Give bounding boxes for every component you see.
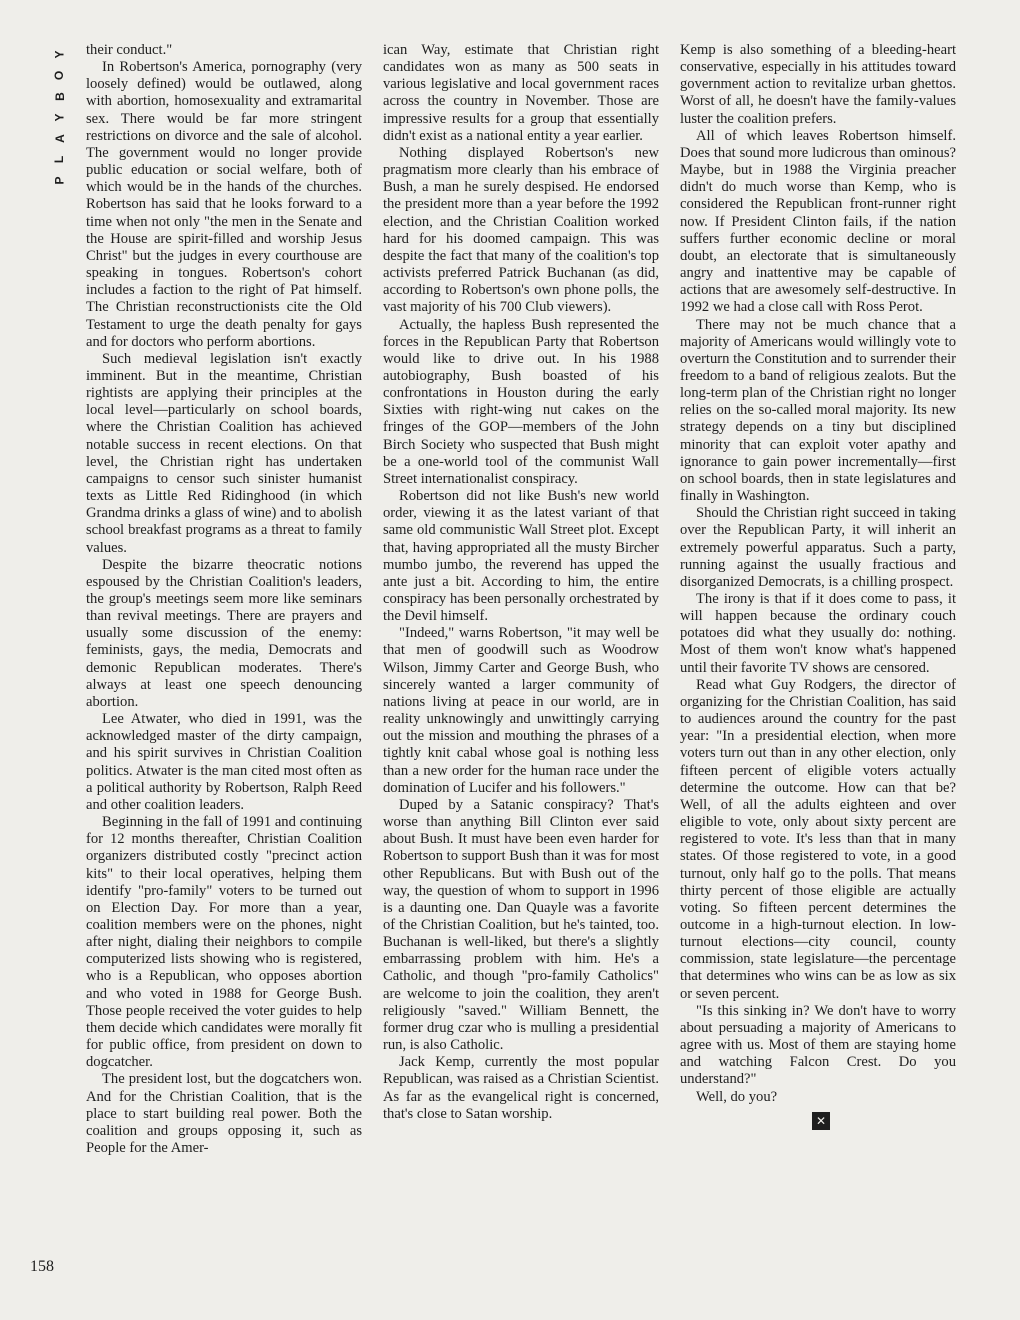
article-column-3 bbox=[680, 42, 956, 1130]
magazine-letter: Y bbox=[52, 113, 67, 122]
paragraph: Lee Atwater, who died in 1991, was the acknowledged master of the dirty campaign, and his spirit survives in Christian Coalition politics. Atwater is the man cited most often as a political authority by Robertson, Ralph Reed and other coalition leaders. bbox=[86, 711, 362, 813]
paragraph: Kemp is also something of a bleeding-heart conservative, especially in his attitudes toward government action to revitalize urban ghettos. Worst of all, he doesn't have the family-values luster the coalition prefers. bbox=[680, 42, 956, 127]
magazine-letter: L bbox=[52, 155, 67, 164]
paragraph: Duped by a Satanic conspiracy? That's worse than anything Bill Clinton ever said about Bush. It must have been even harder for Robertson to support Bush than it was for most other Republicans. But with Bush out of the way, the question of whom to support in 1996 is a daunting one. Dan Quayle was a favorite of the Christian Coalition, but he's tainted, too. Buchanan is well-liked, but there's a slightly embarrassing problem with him. He's a Catholic, and though "pro-family Catholics" are welcome to join the coalition, they aren't religiously "saved." William Bennett, the former drug czar who is mulling a presidential run, is also Catholic. bbox=[383, 796, 659, 1054]
paragraph: ican Way, estimate that Christian right candidates won as many as 500 seats in various legislative and local government races across the country in November. Those are impressive results for a group that essentially didn't exist as a national entity a year earlier. bbox=[383, 42, 659, 144]
paragraph: All of which leaves Robertson himself. Does that sound more ludicrous than ominous? Maybe, but in 1988 the Virginia preacher didn't do much worse than Kemp, who is considered the Republican front-runner right now. If President Clinton fails, if the nation suffers further economic decline or moral doubt, an electorate that is simultaneously angry and inattentive may be capable of actions that are awesomely self-destructive. In 1992 we had a close call with Ross Perot. bbox=[680, 127, 956, 316]
paragraph: There may not be much chance that a majority of Americans would willingly vote to overturn the Constitution and to surrender their freedom to a band of religious zealots. But the long-term plan of the Christian right no longer relies on the so-called moral majority. Its new strategy depends on a tiny but disciplined minority that can exploit voter apathy and ignorance to gain power incrementally—first on school boards, then in state legislatures and finally in Washington. bbox=[680, 316, 956, 505]
end-of-article-icon: ✕ bbox=[812, 1112, 830, 1130]
paragraph: Beginning in the fall of 1991 and continuing for 12 months thereafter, Christian Coalition organizers distributed costly "precinct action kits" to their local operatives, helping them identify "pro-family" voters to be turned out on Election Day. For more than a year, coalition members were on the phones, night after night, dialing their neighbors to compile computerized lists showing who is registered, who is a Republican, who opposes abortion and who voted in 1988 for George Bush. Those people received the voter guides to help them decide which candidates were morally fit for public office, from president on down to dogcatcher. bbox=[86, 814, 362, 1071]
paragraph: Should the Christian right succeed in taking over the Republican Party, it will inherit an extremely powerful apparatus. Such a party, running against the usually fractious and disorganized Democrats, is a chilling prospect. bbox=[680, 505, 956, 590]
magazine-letter: O bbox=[52, 70, 67, 81]
paragraph: Such medieval legislation isn't exactly imminent. But in the meantime, Christian rightists are applying their principles at the local level—particularly on school boards, where the Christian Coalition has achieved notable success in recent elections. On that level, the Christian right has undertaken campaigns to censor such sinister humanist texts as Little Red Ridinghood (in which Grandma drinks a glass of wine) and to abolish school breakfast programs as a threat to family values. bbox=[86, 350, 362, 556]
magazine-letter: A bbox=[52, 134, 67, 143]
magazine-name-vertical bbox=[48, 44, 72, 191]
paragraph: "Indeed," warns Robertson, "it may well be that men of goodwill such as Woodrow Wilson, Jimmy Carter and George Bush, who sincerely wanted a larger community of nations living at peace in our world, are in reality unknowingly and unwittingly carrying out the mission and mouthing the phrases of a tightly knit cabal whose goal is nothing less than a new order for the human race under the domination of Lucifer and his followers." bbox=[383, 625, 659, 796]
magazine-letter: P bbox=[52, 176, 67, 185]
paragraph: The irony is that if it does come to pass, it will happen because the ordinary couch potatoes did what they usually do: nothing. Most of them won't know what's happened until their favorite TV shows are censored. bbox=[680, 591, 956, 676]
paragraph: Read what Guy Rodgers, the director of organizing for the Christian Coalition, has said to audiences around the country for the past year: "In a presidential election, when more voters turn out than in any other election, only fifteen percent of eligible voters actually determine the outcome. How can that be? Well, of all the adults eighteen and over eligible to vote, only about sixty percent are registered to vote. It's less than that in many states. Of those registered to vote, in a good turnout, only half go to the polls. That means thirty percent of those eligible are actually voting. So fifteen percent determines the outcome in a high-turnout election. In low-turnout elections—city council, county commission, state legislature—the percentage that determines who wins can be as low as six or seven percent. bbox=[680, 676, 956, 1002]
paragraph: their conduct." bbox=[86, 42, 173, 58]
paragraph: Robertson did not like Bush's new world order, viewing it as the latest variant of that same old communistic Wall Street plot. Except that, having appropriated all the musty Bircher mumbo jumbo, the reverend has upped the ante just a bit. According to him, the entire conspiracy has been personally orchestrated by the Devil himself. bbox=[383, 488, 659, 625]
paragraph: Actually, the hapless Bush represented the forces in the Republican Party that Robertson would like to drive out. In his 1988 autobiography, Bush boasted of his confrontations in Houston during the early Sixties with right-wing nut cakes on the fringes of the GOP—members of the John Birch Society who suspected that Bush might be a one-world tool of the communist Wall Street internationalist conspiracy. bbox=[383, 316, 659, 487]
paragraph: Jack Kemp, currently the most popular Republican, was raised as a Christian Scientist. As far as the evangelical right is concerned, that's close to Satan worship. bbox=[383, 1054, 659, 1122]
magazine-letter: Y bbox=[52, 50, 67, 59]
paragraph: In Robertson's America, pornography (very loosely defined) would be outlawed, along with abortion, homosexuality and extramarital sex. There would be far more stringent restrictions on divorce and the sale of alcohol. The government would no longer provide public education or social welfare, both of which would be in the hands of the churches. Robertson has said that he looks forward to a time when not only "the men in the Senate and the House are spirit-filled and worship Jesus Christ" but the judges in every courthouse are speaking in tongues. Robertson's cohort includes a faction to the right of Pat himself. The Christian reconstructionists cite the Old Testament to urge the death penalty for gays and for doctors who perform abortions. bbox=[86, 59, 362, 350]
paragraph: Despite the bizarre theocratic notions espoused by the Christian Coalition's leaders, the group's meetings seem more like seminars than revival meetings. There are prayers and usually some discussion of the enemy: feminists, gays, the media, Democrats and demonic Republican moderates. There's always at least one speech denouncing abortion. bbox=[86, 556, 362, 710]
page-number: 158 bbox=[30, 1258, 54, 1275]
article-column-1 bbox=[86, 42, 362, 1157]
magazine-letter: B bbox=[52, 92, 67, 101]
article-column-2 bbox=[383, 42, 659, 1123]
paragraph: Nothing displayed Robertson's new pragmatism more clearly than his embrace of Bush, a man he surely despised. He endorsed the president more than a year before the 1992 election, and the Christian Coalition worked hard for his doomed campaign. This was despite the fact that many of the coalition's top activists preferred Patrick Buchanan (as did, according to Robertson's own phone polls, the vast majority of his 700 Club viewers). bbox=[383, 144, 659, 316]
paragraph: Well, do you? bbox=[696, 1088, 778, 1105]
paragraph: The president lost, but the dogcatchers won. And for the Christian Coalition, that is the place to start building real power. Both the coalition and groups opposing it, such as People for the Amer- bbox=[86, 1071, 362, 1156]
paragraph: "Is this sinking in? We don't have to worry about persuading a majority of Americans to agree with us. Most of them are staying home and watching Falcon Crest. Do you understand?" bbox=[680, 1002, 956, 1088]
